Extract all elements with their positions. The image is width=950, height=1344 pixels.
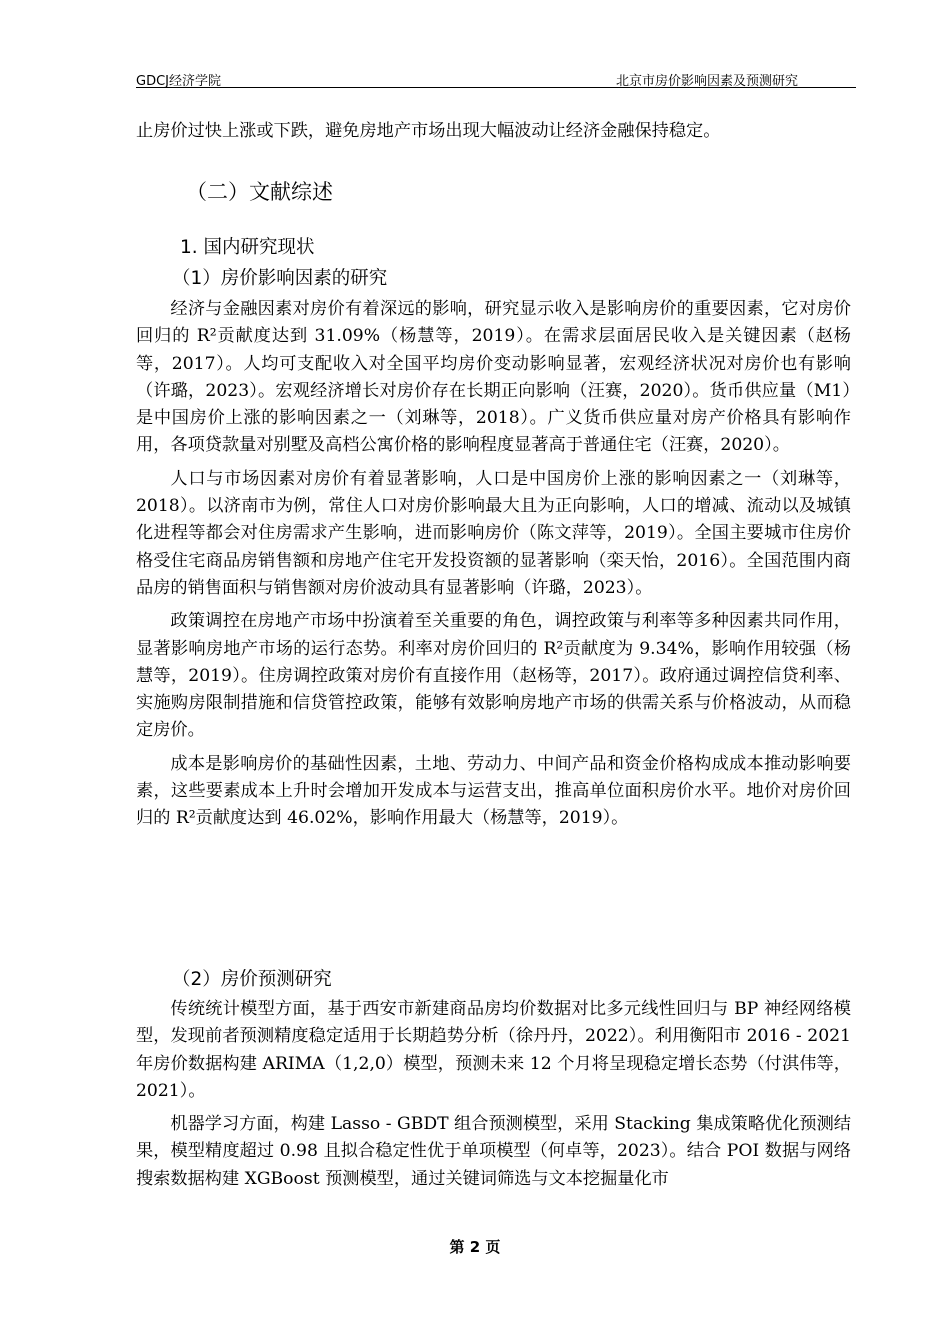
sub2-title: （2）房价预测研究 bbox=[172, 969, 332, 990]
paragraph: 成本是影响房价的基础性因素，土地、劳动力、中间产品和资金价格构成成本推动影响要素，这些要素成本上升时会增加开发成本与运营支出，推高单位面积房价水平。地价对房价回归的 R²贡献度达到 46.02%，影响作用最大（杨慧等，2019）。 bbox=[136, 753, 851, 829]
paragraph: 经济与金融因素对房价有着深远的影响，研究显示收入是影响房价的重要因素，它对房价回归的 R²贡献度达到 31.09%（杨慧等，2019）。在需求层面居民收入是关键因素（赵杨等，2017）。人均可支配收入对全国平均房价变动影响显著，宏观经济状况对房价也有影响（许璐，2023）。宏观经济增长对房价存在长期正向影响（汪赛，2020）。货币供应量（M1）是中国房价上涨的影响因素之一（刘琳等，2018）。广义货币供应量对房产价格具有影响作用，各项贷款量对别墅及高档公寓价格的影响程度显著高于普通住宅（汪赛，2020）。 bbox=[136, 299, 851, 456]
header-school-name: GDCJ经济学院 bbox=[136, 74, 221, 89]
section-title: （二）文献综述 bbox=[186, 180, 333, 204]
subsection-title: 1. 国内研究现状 bbox=[180, 237, 315, 258]
paragraph: 机器学习方面，构建 Lasso - GBDT 组合预测模型，采用 Stacking 集成策略优化预测结果，模型精度超过 0.98 且拟合稳定性优于单项模型（何卓等，2023）。结合 POI 数据与网络搜索数据构建 XGBoost 预测模型，通过关键词筛选与文本挖掘量化市 bbox=[136, 1114, 851, 1189]
paragraph: 传统统计模型方面，基于西安市新建商品房均价数据对比多元线性回归与 BP 神经网络模型，发现前者预测精度稳定适用于长期趋势分析（徐丹丹，2022）。利用衡阳市 2016 - 2021 年房价数据构建 ARIMA（1,2,0）模型，预测未来 12 个月将呈现稳定增长态势（付淇伟等，2021）。 bbox=[136, 999, 851, 1101]
paragraph: 人口与市场因素对房价有着显著影响，人口是中国房价上涨的影响因素之一（刘琳等，2018）。以济南市为例，常住人口对房价影响最大且为正向影响，人口的增减、流动以及城镇化进程等都会对住房需求产生影响，进而影响房价（陈文萍等，2019）。全国主要城市住房价格受住宅商品房销售额和房地产住宅开发投资额的显著影响（栾天怡，2016）。全国范围内商品房的销售面积与销售额对房价波动具有显著影响（许璐，2023）。 bbox=[136, 468, 851, 598]
sub1-title: （1）房价影响因素的研究 bbox=[172, 268, 388, 289]
header-divider bbox=[136, 87, 856, 88]
sub2-body bbox=[136, 996, 851, 1193]
sub1-body bbox=[136, 296, 851, 833]
header-paper-title: 北京市房价影响因素及预测研究 bbox=[615, 74, 798, 89]
page-number: 第 2 页 bbox=[449, 1238, 501, 1256]
intro-line: 止房价过快上涨或下跌，避免房地产市场出现大幅波动让经济金融保持稳定。 bbox=[136, 121, 721, 141]
paragraph: 政策调控在房地产市场中扮演着至关重要的角色，调控政策与利率等多种因素共同作用，显著影响房地产市场的运行态势。利率对房价回归的 R²贡献度为 9.34%，影响作用较强（杨慧等，2019）。住房调控政策对房价有直接作用（赵杨等，2017）。政府通过调控信贷利率、实施购房限制措施和信贷管控政策，能够有效影响房地产市场的供需关系与价格波动，从而稳定房价。 bbox=[136, 611, 851, 741]
